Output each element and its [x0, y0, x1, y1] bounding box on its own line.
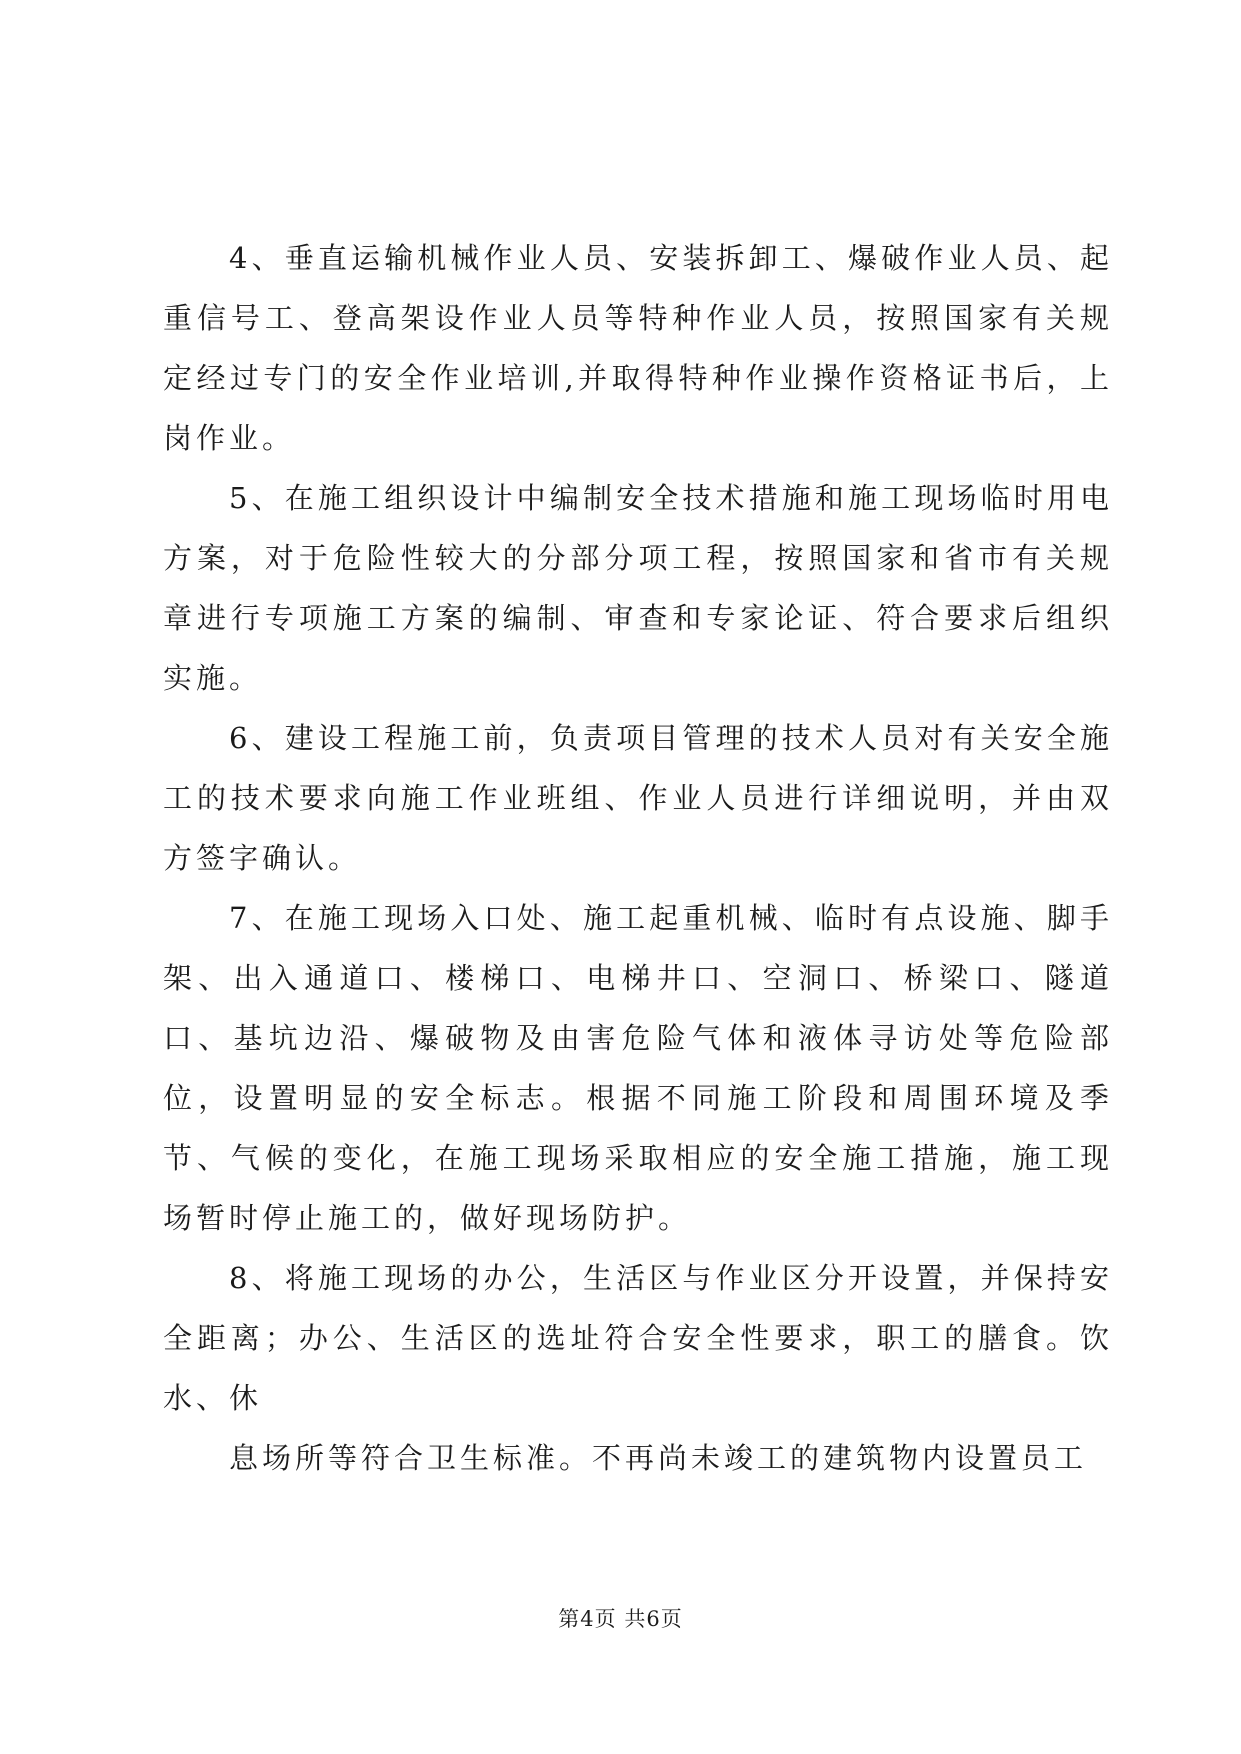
paragraph-8-continued: 息场所等符合卫生标准。不再尚未竣工的建筑物内设置员工: [229, 1441, 1088, 1475]
page-footer: [0, 1603, 1241, 1633]
paragraph-8: 8、将施工现场的办公，生活区与作业区分开设置，并保持安全距离；办公、生活区的选址符合安全性要求，职工的膳食。饮水、休: [163, 1261, 1113, 1415]
paragraph-7: 7、在施工现场入口处、施工起重机械、临时有点设施、脚手架、出入通道口、楼梯口、电梯井口、空洞口、桥梁口、隧道口、基坑边沿、爆破物及由害危险气体和液体寻访处等危险部位，设置明显的安全标志。根据不同施工阶段和周围环境及季节、气候的变化，在施工现场采取相应的安全施工措施，施工现场暂时停止施工的，做好现场防护。: [163, 901, 1113, 1235]
page-number-label: 第4页 共6页: [558, 1607, 683, 1631]
paragraph-6: 6、建设工程施工前，负责项目管理的技术人员对有关安全施工的技术要求向施工作业班组、作业人员进行详细说明，并由双方签字确认。: [163, 721, 1113, 875]
document-body: [163, 228, 1113, 1488]
paragraph-4: 4、垂直运输机械作业人员、安装拆卸工、爆破作业人员、起重信号工、登高架设作业人员等特种作业人员，按照国家有关规定经过专门的安全作业培训,并取得特种作业操作资格证书后，上岗作业。: [163, 241, 1113, 455]
paragraph-5: 5、在施工组织设计中编制安全技术措施和施工现场临时用电方案，对于危险性较大的分部分项工程，按照国家和省市有关规章进行专项施工方案的编制、审查和专家论证、符合要求后组织实施。: [163, 481, 1113, 695]
